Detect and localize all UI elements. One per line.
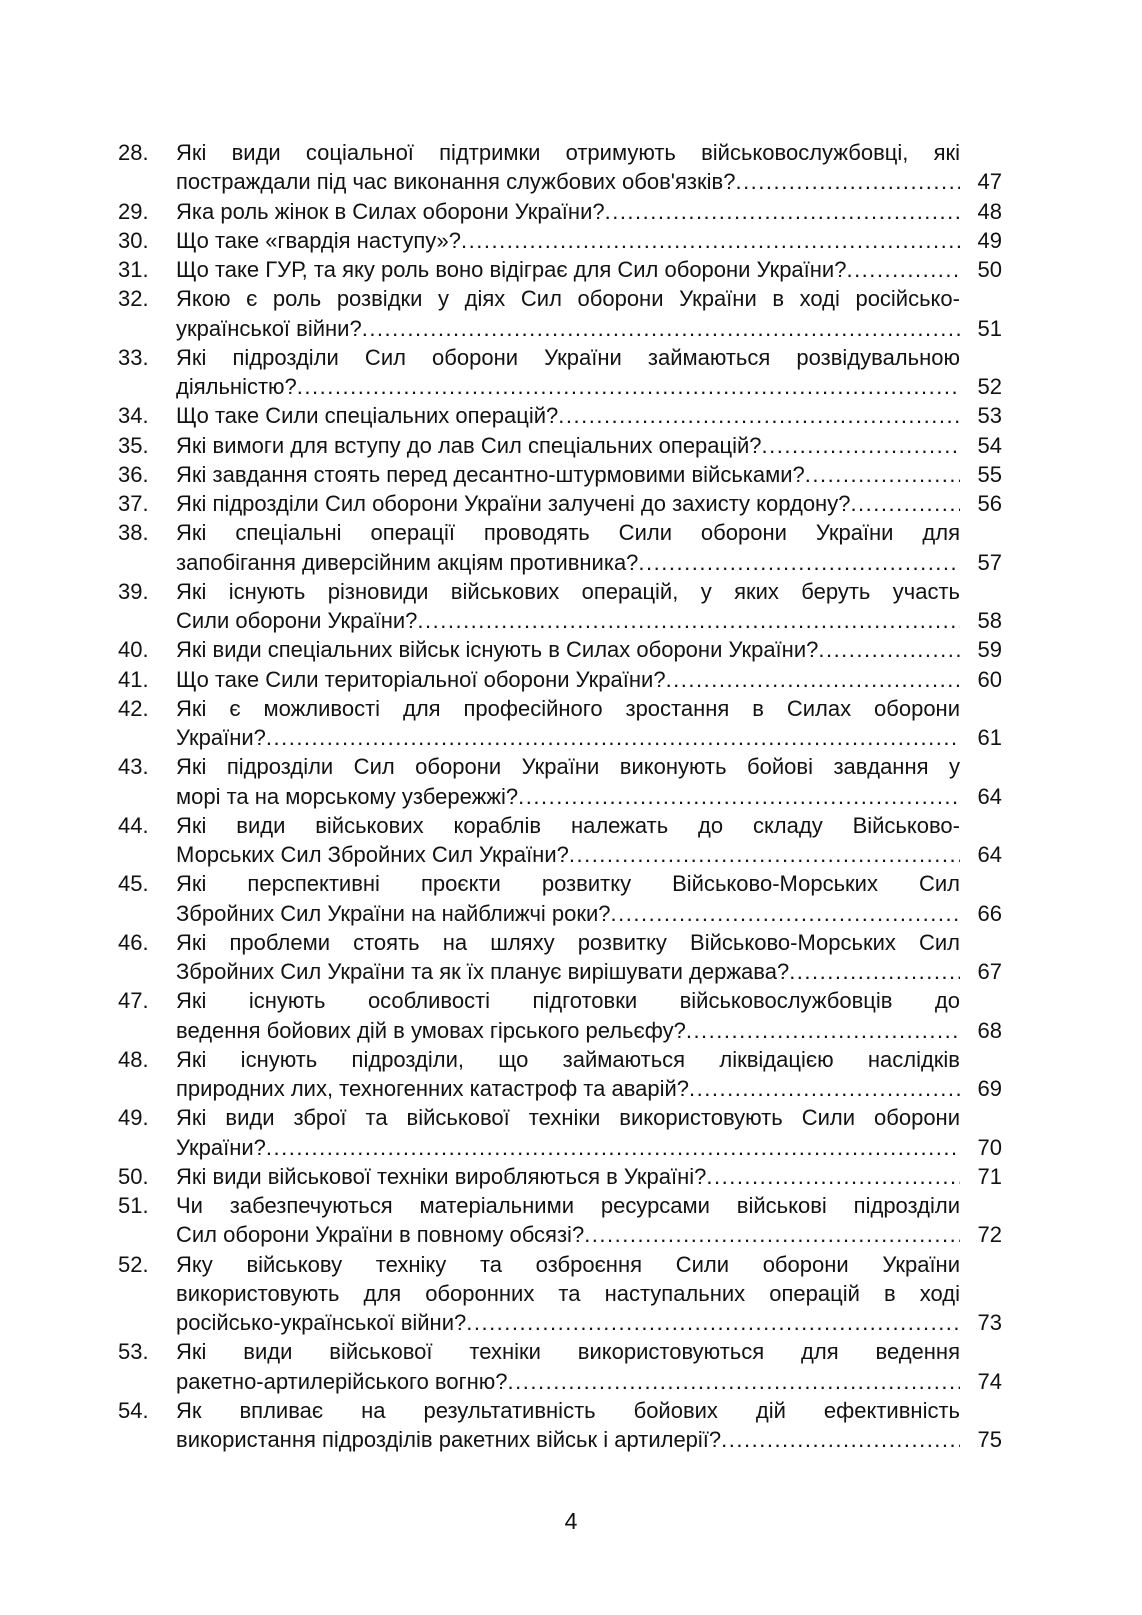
- toc-entry-last-line: [176, 782, 960, 811]
- toc-entry-text-line: Які проблеми стоять на шляху розвитку Військово-Морських Сил: [176, 929, 960, 955]
- toc-entry-text-line: Сил оборони України в повному обсязі?: [176, 1222, 585, 1248]
- toc-entry: [118, 635, 1002, 664]
- toc-entry-last-line: [176, 489, 960, 518]
- toc-entry-text-line: Що таке «гвардія наступу»?: [176, 227, 462, 253]
- toc-entry: [118, 431, 1002, 460]
- toc-entry-number: 46.: [118, 929, 149, 955]
- dot-leader: [605, 197, 960, 226]
- toc-entry-last-line: [176, 1016, 960, 1045]
- toc-entry-text-line: Які спеціальні операції проводять Сили оборони України для: [176, 520, 960, 546]
- toc-entry-page-number: 53: [977, 403, 1002, 429]
- toc-entry: [118, 343, 1002, 402]
- toc-entry-last-line: [176, 1367, 960, 1396]
- toc-entry-text: [176, 986, 960, 1045]
- toc-entry-last-line: [176, 899, 960, 928]
- toc-entry-page-number: 56: [977, 491, 1002, 516]
- toc-entry-text-line: Які підрозділи Сил оборони України виконують бойові завдання у: [176, 754, 960, 780]
- toc-entry-text: [176, 431, 960, 460]
- toc-entry-last-line: [176, 226, 960, 255]
- toc-entry-text: [176, 518, 960, 577]
- toc-entry-text: [176, 694, 960, 753]
- toc-entry-page-number: 52: [977, 374, 1002, 399]
- toc-entry-number: 41.: [118, 666, 149, 692]
- toc-entry-number: 34.: [118, 403, 149, 429]
- toc-entry-last-line: [176, 957, 960, 986]
- toc-entry-text-line: Яка роль жінок в Силах оборони України?: [176, 198, 605, 224]
- toc-entry-text: [176, 577, 960, 636]
- dot-leader: [584, 1220, 960, 1249]
- toc-entry-text: [176, 1103, 960, 1162]
- toc-entry-text: [176, 255, 960, 284]
- toc-entry: [118, 1337, 1002, 1396]
- toc-entry-last-line: [176, 1074, 960, 1103]
- toc-entry-text-line: використовують для оборонних та наступальних операцій в ході: [176, 1280, 960, 1306]
- toc-entry-text-line: Що таке ГУР, та яку роль воно відіграє для Сил оборони України?: [176, 257, 847, 282]
- toc-entry-number: 38.: [118, 520, 149, 546]
- toc-entry: [118, 255, 1002, 284]
- toc-entry-text-line: Які види військових кораблів належать до складу Військово-: [176, 812, 960, 838]
- toc-entry-number: 51.: [118, 1193, 149, 1218]
- toc-entry-page-number: 59: [977, 637, 1002, 663]
- toc-entry-page-number: 64: [977, 783, 1002, 809]
- toc-entry-text: [176, 1045, 960, 1104]
- toc-entry-number: 31.: [118, 257, 149, 282]
- dot-leader: [762, 431, 960, 460]
- toc-entry-last-line: [176, 1133, 960, 1162]
- toc-entry-number: 36.: [118, 461, 149, 487]
- toc-entry-text-line: української війни?: [176, 315, 362, 341]
- toc-entry-text-line: Збройних Сил України на найближчі роки?: [176, 900, 611, 926]
- toc-entry-text-line: Які підрозділи Сил оборони України займаються розвідувальною: [176, 344, 960, 370]
- toc-entry-text-line: постраждали під час виконання службових обов'язків?: [176, 169, 736, 195]
- toc-entry: [118, 1103, 1002, 1162]
- toc-entry: [118, 869, 1002, 928]
- toc-entry-text: [176, 752, 960, 811]
- toc-entry: [118, 811, 1002, 870]
- toc-entry-text: [176, 1337, 960, 1396]
- toc-entry-text-line: російсько-української війни?: [176, 1310, 467, 1335]
- toc-entry-last-line: [176, 401, 960, 430]
- toc-entry-text: [176, 401, 960, 430]
- dot-leader: [508, 1367, 960, 1396]
- toc-entry-text: [176, 928, 960, 987]
- dot-leader: [266, 723, 960, 752]
- dot-leader: [638, 548, 960, 577]
- toc-entry-text-line: Збройних Сил України та як їх планує вирішувати держава?: [176, 959, 790, 984]
- dot-leader: [850, 489, 960, 518]
- toc-entry-text: [176, 1396, 960, 1455]
- dot-leader: [611, 899, 960, 928]
- toc-entry: [118, 1250, 1002, 1338]
- toc-entry: [118, 665, 1002, 694]
- dot-leader: [735, 167, 960, 196]
- toc-entry-text-line: Які види військової техніки виробляються в Україні?: [176, 1163, 707, 1189]
- toc-entry: [118, 752, 1002, 811]
- toc-entry-last-line: [176, 1220, 960, 1249]
- toc-entry-page-number: 75: [977, 1427, 1002, 1452]
- toc-entry-page-number: 47: [977, 169, 1002, 195]
- toc-entry-last-line: [176, 372, 960, 401]
- toc-entry-page-number: 49: [977, 227, 1002, 253]
- toc-entry-page-number: 67: [977, 959, 1002, 984]
- toc-entry: [118, 577, 1002, 636]
- toc-entry-text: [176, 460, 960, 489]
- toc-entry-number: 43.: [118, 754, 149, 780]
- dot-leader: [569, 840, 960, 869]
- toc-entry-number: 53.: [118, 1339, 149, 1365]
- toc-entry-text: [176, 869, 960, 928]
- toc-entry: [118, 489, 1002, 518]
- toc-entry-page-number: 58: [977, 608, 1002, 633]
- toc-entry: [118, 1045, 1002, 1104]
- toc-entry-number: 28.: [118, 140, 149, 165]
- dot-leader: [846, 255, 960, 284]
- toc-entry-text: [176, 811, 960, 870]
- toc-entry-text-line: Які види військової техніки використовуються для ведення: [176, 1339, 960, 1365]
- toc-entry-number: 44.: [118, 812, 149, 838]
- toc-entry-last-line: [176, 1308, 960, 1337]
- toc-entry-text-line: ракетно-артилерійського вогню?: [176, 1368, 508, 1394]
- toc-entry-last-line: [176, 197, 960, 226]
- toc-entry-text-line: Які існують підрозділи, що займаються ліквідацією наслідків: [176, 1046, 960, 1072]
- toc-entry-text-line: Як впливає на результативність бойових дій ефективність: [176, 1397, 960, 1423]
- dot-leader: [805, 460, 960, 489]
- dot-leader: [466, 1308, 960, 1337]
- toc-entry-text-line: морі та на морському узбережжі?: [176, 783, 519, 809]
- toc-entry: [118, 1396, 1002, 1455]
- toc-entry: [118, 226, 1002, 255]
- toc-entry-text-line: Які є можливості для професійного зростання в Силах оборони: [176, 695, 960, 721]
- toc-entry-last-line: [176, 1425, 960, 1454]
- dot-leader: [721, 1425, 960, 1454]
- toc-entry-page-number: 54: [977, 432, 1002, 458]
- toc-entry-text-line: Що таке Сили спеціальних операцій?: [176, 403, 559, 429]
- toc-entry-text-line: Які вимоги для вступу до лав Сил спеціальних операцій?: [176, 432, 762, 458]
- toc-entry-text-line: Сили оборони України?: [176, 608, 418, 633]
- toc-entry-last-line: [176, 314, 960, 343]
- toc-entry-page-number: 51: [977, 315, 1002, 341]
- toc-entry-number: 45.: [118, 871, 149, 897]
- toc-entry-number: 37.: [118, 491, 149, 516]
- toc-entry-number: 54.: [118, 1397, 149, 1423]
- toc-entry: [118, 197, 1002, 226]
- toc-entry-page-number: 72: [977, 1222, 1002, 1248]
- toc-entry-text: [176, 1191, 960, 1250]
- toc-entry-number: 35.: [118, 432, 149, 458]
- toc-entry-text-line: Які види зброї та військової техніки використовують Сили оборони: [176, 1105, 960, 1131]
- toc-entry-last-line: [176, 255, 960, 284]
- dot-leader: [818, 635, 960, 664]
- toc-entry-text-line: Що таке Сили територіальної оборони України?: [176, 666, 666, 692]
- toc-entry-page-number: 48: [977, 198, 1002, 224]
- toc-entry-last-line: [176, 460, 960, 489]
- toc-entry-text-line: запобігання диверсійним акціям противника?: [176, 549, 639, 575]
- toc-entry-last-line: [176, 665, 960, 694]
- toc-entry-text-line: Які перспективні проєкти розвитку Військово-Морських Сил: [176, 871, 960, 897]
- dot-leader: [417, 606, 960, 635]
- toc-entry: [118, 1191, 1002, 1250]
- dot-leader: [666, 665, 960, 694]
- toc-entry-text-line: Яку військову техніку та озброєння Сили оборони України: [176, 1251, 960, 1277]
- toc-entry-number: 33.: [118, 344, 149, 370]
- toc-entry-text-line: України?: [176, 1134, 266, 1160]
- toc-entry-number: 30.: [118, 227, 149, 253]
- toc-entry-page-number: 64: [977, 842, 1002, 867]
- toc-entry-text-line: Які підрозділи Сил оборони України залучені до захисту кордону?: [176, 491, 851, 516]
- toc-entry-text-line: Які види соціальної підтримки отримують військовослужбовці, які: [176, 140, 960, 165]
- toc-entry-text: [176, 1250, 960, 1338]
- toc-entry-page-number: 69: [977, 1076, 1002, 1101]
- toc-entry-text-line: Які завдання стоять перед десантно-штурмовими військами?: [176, 461, 805, 487]
- page-footer-number: 4: [564, 1508, 578, 1534]
- toc-entry-last-line: [176, 431, 960, 460]
- toc-entry-page-number: 55: [977, 461, 1002, 487]
- dot-leader: [706, 1162, 960, 1191]
- dot-leader: [362, 314, 960, 343]
- toc-entry-page-number: 73: [977, 1310, 1002, 1335]
- toc-entry-number: 29.: [118, 198, 149, 224]
- toc-entry: [118, 518, 1002, 577]
- toc-entry: [118, 1162, 1002, 1191]
- toc-entry: [118, 138, 1002, 197]
- toc-entry-last-line: [176, 635, 960, 664]
- toc-entry-last-line: [176, 167, 960, 196]
- toc-entry-last-line: [176, 606, 960, 635]
- toc-entry: [118, 401, 1002, 430]
- toc-entry-text: [176, 197, 960, 226]
- table-of-contents: [118, 138, 1002, 1454]
- toc-entry-text-line: Які види спеціальних військ існують в Силах оборони України?: [176, 637, 819, 663]
- toc-entry-page-number: 68: [977, 1017, 1002, 1043]
- toc-entry-number: 39.: [118, 578, 149, 604]
- toc-entry-number: 50.: [118, 1163, 149, 1189]
- toc-entry-last-line: [176, 548, 960, 577]
- toc-entry-text: [176, 138, 960, 197]
- toc-entry-text-line: Морських Сил Збройних Сил України?: [176, 842, 569, 867]
- toc-entry-number: 48.: [118, 1046, 149, 1072]
- toc-entry-number: 32.: [118, 286, 149, 312]
- dot-leader: [297, 372, 960, 401]
- toc-entry-text-line: Чи забезпечуються матеріальними ресурсами військові підрозділи: [176, 1193, 960, 1218]
- toc-entry-page-number: 61: [977, 725, 1002, 750]
- toc-entry-text: [176, 343, 960, 402]
- dot-leader: [689, 1074, 960, 1103]
- toc-entry-number: 47.: [118, 988, 149, 1014]
- toc-entry-text-line: Якою є роль розвідки у діях Сил оборони України в ході російсько-: [176, 286, 960, 312]
- toc-entry-page-number: 50: [977, 257, 1002, 282]
- toc-entry-text: [176, 1162, 960, 1191]
- toc-entry-number: 40.: [118, 637, 149, 663]
- toc-entry: [118, 986, 1002, 1045]
- dot-leader: [461, 226, 960, 255]
- dot-leader: [266, 1133, 960, 1162]
- toc-entry-page-number: 66: [977, 900, 1002, 926]
- toc-entry-text-line: України?: [176, 725, 266, 750]
- dot-leader: [686, 1016, 960, 1045]
- toc-entry-number: 49.: [118, 1105, 149, 1131]
- toc-entry-number: 52.: [118, 1251, 149, 1277]
- toc-entry: [118, 460, 1002, 489]
- dot-leader: [518, 782, 960, 811]
- dot-leader: [558, 401, 960, 430]
- toc-entry-text-line: ведення бойових дій в умовах гірського рельєфу?: [176, 1017, 686, 1043]
- toc-entry-text-line: природних лих, техногенних катастроф та аварій?: [176, 1076, 690, 1101]
- toc-entry-text: [176, 489, 960, 518]
- toc-entry: [118, 694, 1002, 753]
- toc-entry-text-line: Які існують різновиди військових операцій, у яких беруть участь: [176, 578, 960, 604]
- toc-entry-page-number: 74: [977, 1368, 1002, 1394]
- toc-entry-text-line: використання підрозділів ракетних військ і артилерії?: [176, 1427, 722, 1452]
- toc-entry-page-number: 57: [977, 549, 1002, 575]
- toc-entry-number: 42.: [118, 695, 149, 721]
- dot-leader: [789, 957, 960, 986]
- toc-entry-page-number: 70: [977, 1134, 1002, 1160]
- toc-entry-page-number: 71: [977, 1163, 1002, 1189]
- toc-entry-text: [176, 635, 960, 664]
- toc-entry-page-number: 60: [977, 666, 1002, 692]
- toc-entry: [118, 284, 1002, 343]
- toc-entry-last-line: [176, 723, 960, 752]
- toc-entry-text: [176, 284, 960, 343]
- toc-entry-text-line: діяльністю?: [176, 374, 297, 399]
- toc-entry-text: [176, 226, 960, 255]
- toc-entry: [118, 928, 1002, 987]
- toc-entry-text: [176, 665, 960, 694]
- toc-entry-last-line: [176, 840, 960, 869]
- toc-entry-last-line: [176, 1162, 960, 1191]
- toc-entry-text-line: Які існують особливості підготовки військовослужбовців до: [176, 988, 960, 1014]
